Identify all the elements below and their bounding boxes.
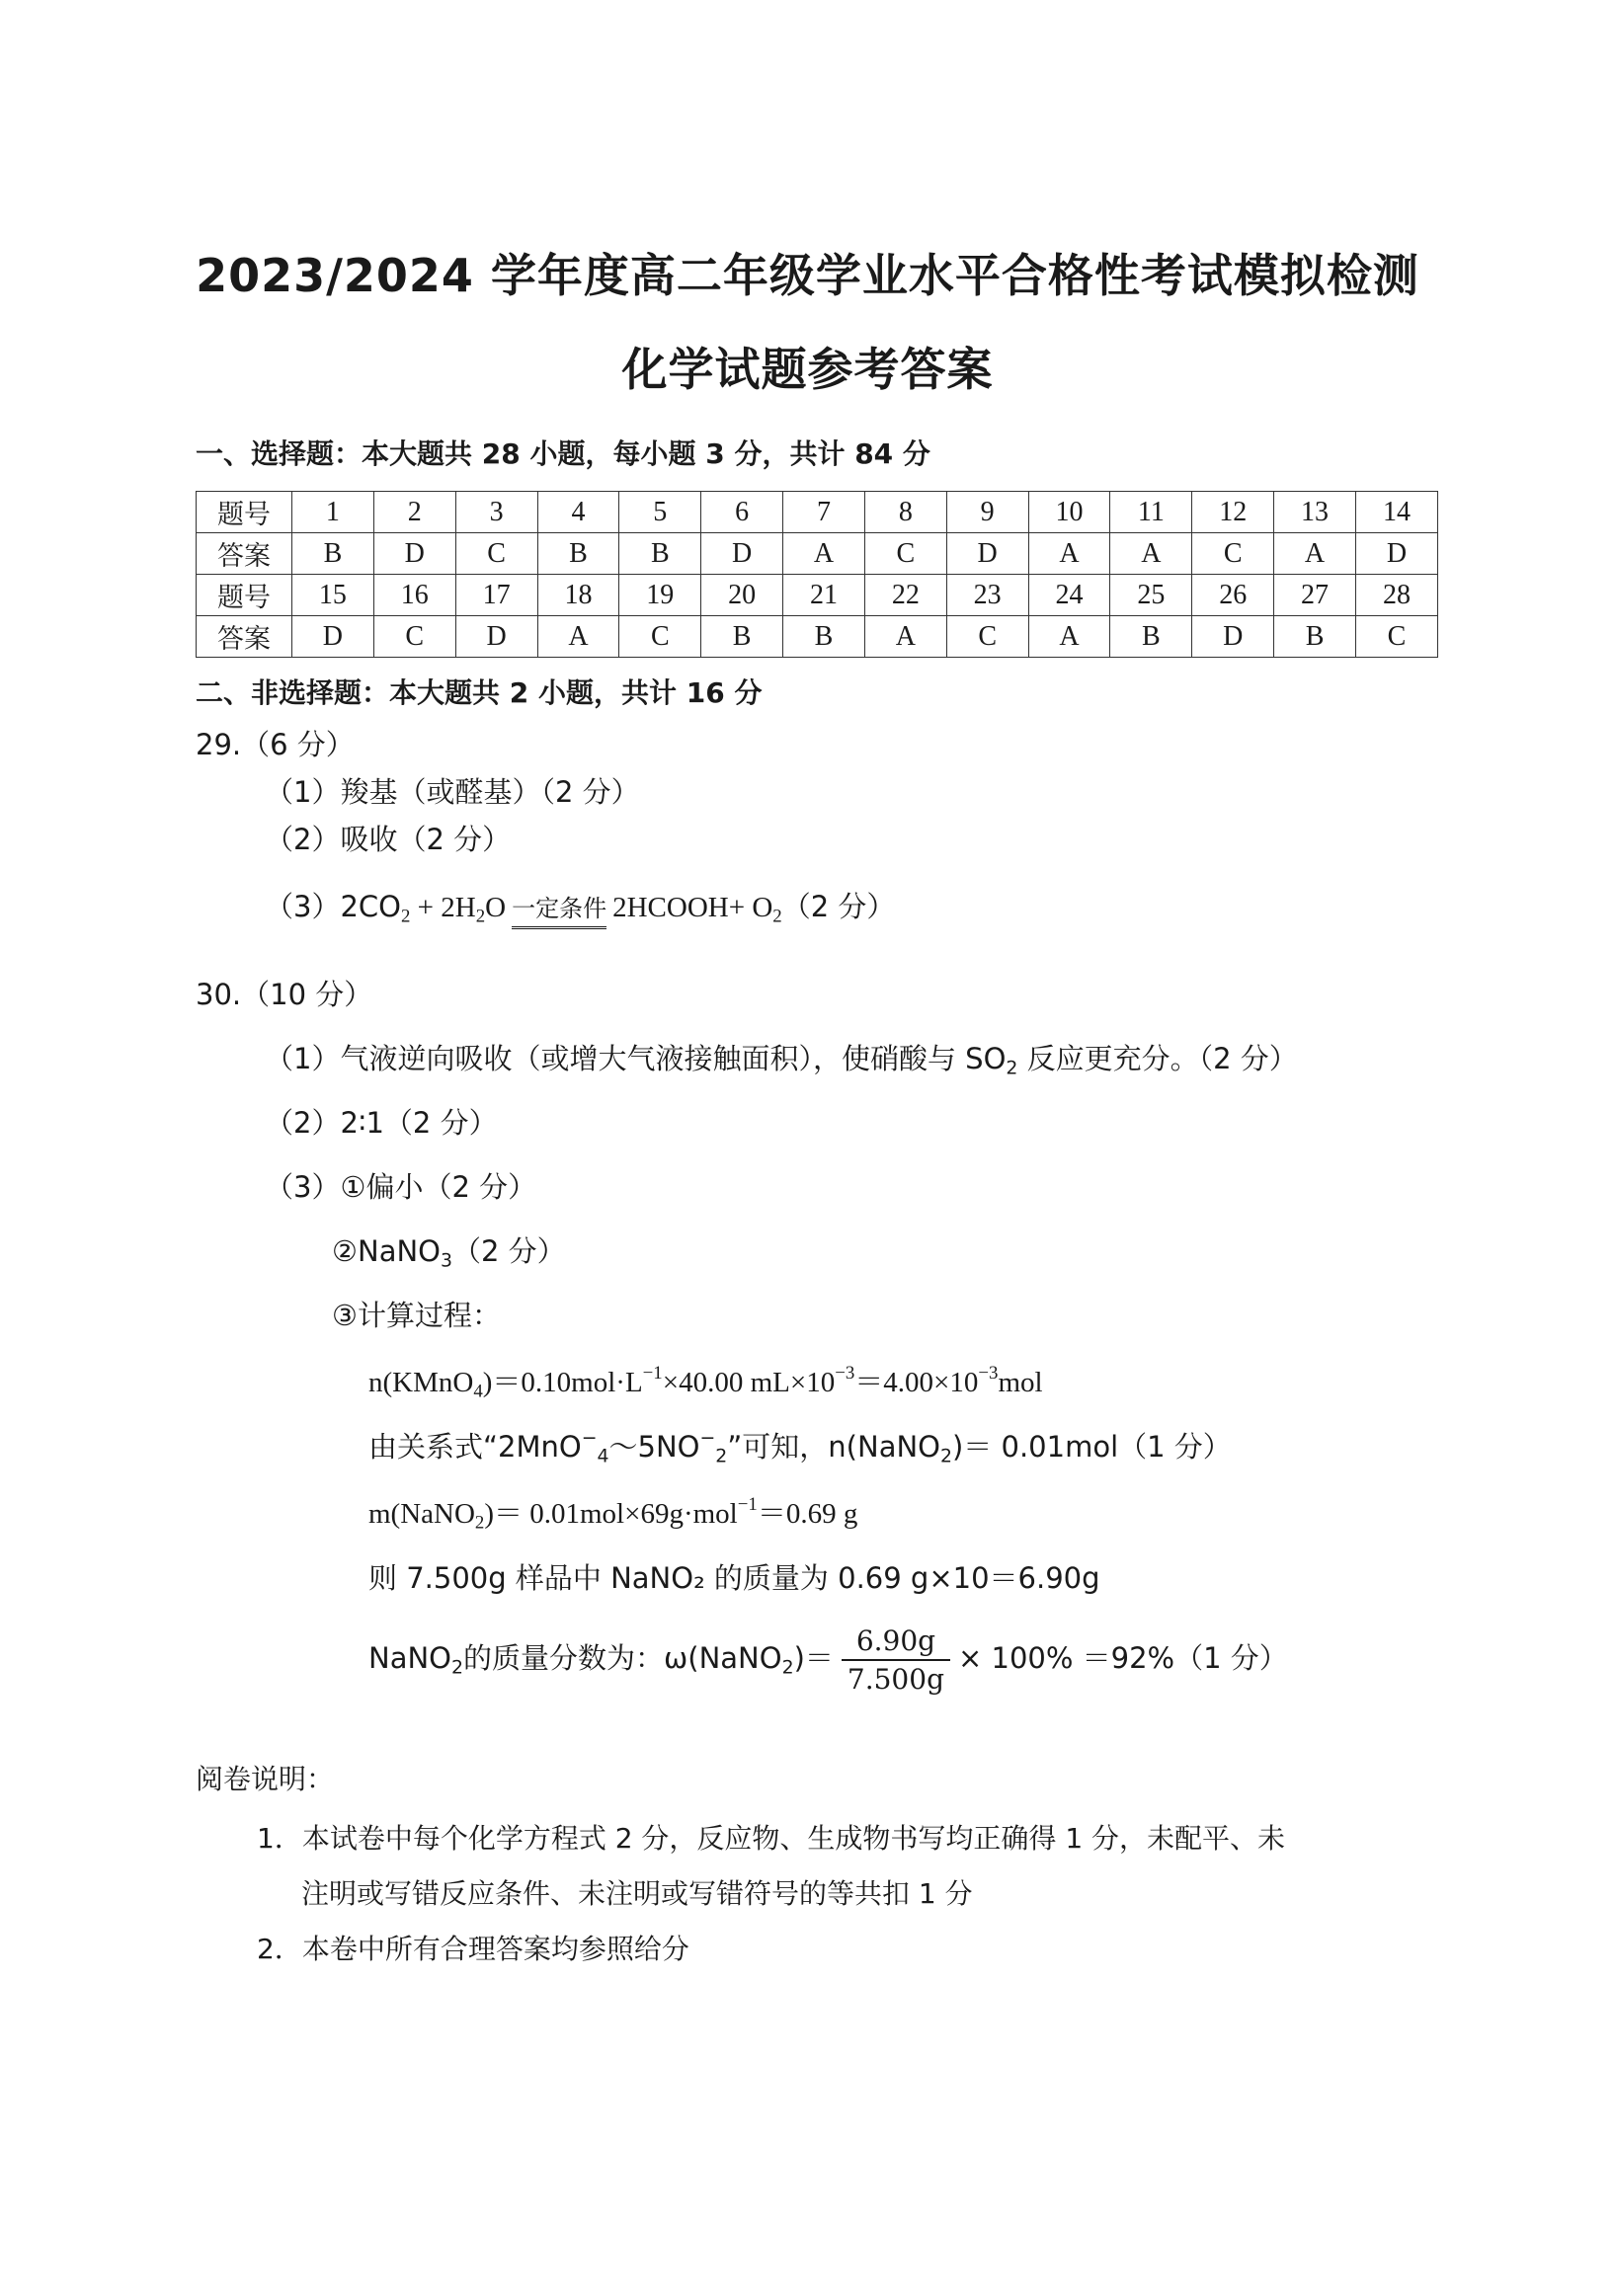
calc-line-4: 则 7.500g 样品中 NaNO₂ 的质量为 0.69 g×10＝6.90g: [368, 1561, 1100, 1595]
table-row-numbers-1: [197, 492, 1438, 533]
grading-note-1-cont: 注明或写错反应条件、未注明或写错符号的等共扣 1 分: [301, 1877, 973, 1910]
answer-cell: C: [946, 616, 1028, 658]
answer-cell: B: [701, 616, 783, 658]
answer-cell: A: [537, 616, 619, 658]
label-answer: 答案: [197, 616, 292, 658]
label-question-number: 题号: [197, 492, 292, 533]
answer-cell: D: [455, 616, 537, 658]
answer-cell: A: [1028, 533, 1110, 575]
eq-rhs: 2HCOOH+ O: [612, 892, 773, 923]
answer-cell: B: [1274, 616, 1356, 658]
question-number: 12: [1192, 492, 1274, 533]
answer-cell: C: [619, 616, 701, 658]
answer-cell: C: [864, 533, 946, 575]
question-number: 15: [292, 575, 374, 616]
answer-cell: D: [1192, 616, 1274, 658]
eq-lhs-1: （3）2CO: [265, 890, 401, 923]
document-title: 2023/2024 学年度高二年级学业水平合格性考试模拟检测: [196, 249, 1419, 302]
grading-note-1: 1．本试卷中每个化学方程式 2 分，反应物、生成物书写均正确得 1 分，未配平、未: [257, 1822, 1286, 1855]
calc-line-3: m(NaNO$_2$)＝ 0.01mol×69g·mol$^{-1}$＝0.69 g: [368, 1493, 858, 1534]
question-number: 22: [864, 575, 946, 616]
document-subtitle: 化学试题参考答案: [621, 343, 994, 396]
answer-cell: B: [1110, 616, 1192, 658]
answer-cell: B: [783, 616, 865, 658]
answer-table: [196, 491, 1438, 658]
table-row-answers-2: [197, 616, 1438, 658]
answer-cell: B: [619, 533, 701, 575]
question-number: 9: [946, 492, 1028, 533]
question-number: 5: [619, 492, 701, 533]
q29-label: 29.（6 分）: [196, 728, 355, 761]
q29-answer-3-equation: $(3)2CO_2 + 2H_2O$ 一定条件 2HCOOH+ $O_2(2$ 分）: [265, 885, 895, 929]
answer-cell: B: [292, 533, 374, 575]
answer-cell: D: [373, 533, 455, 575]
answer-cell: A: [1028, 616, 1110, 658]
q30-label: 30.（10 分）: [196, 978, 373, 1011]
answer-cell: A: [1110, 533, 1192, 575]
q30-answer-2: （2）2∶1（2 分）: [265, 1106, 498, 1140]
answer-cell: C: [1192, 533, 1274, 575]
question-number: 11: [1110, 492, 1192, 533]
q30-answer-3-3: ③计算过程：: [332, 1299, 501, 1332]
question-number: 14: [1355, 492, 1437, 533]
question-number: 3: [455, 492, 537, 533]
question-number: 25: [1110, 575, 1192, 616]
mass-fraction: [842, 1624, 950, 1696]
question-number: 23: [946, 575, 1028, 616]
question-number: 28: [1355, 575, 1437, 616]
question-number: 26: [1192, 575, 1274, 616]
fraction-denominator: 7.500g: [847, 1663, 944, 1696]
calc-line-5: NaNO$_2$的质量分数为：ω(NaNO$_2$)＝ $\frac{6.90g}{7.500g}$ × 100% ＝92%（1 分）: [368, 1624, 1288, 1696]
table-row-answers-1: [197, 533, 1438, 575]
answer-cell: A: [864, 616, 946, 658]
grading-note-2: 2．本卷中所有合理答案均参照给分: [257, 1933, 689, 1965]
question-number: 18: [537, 575, 619, 616]
reaction-condition: 一定条件: [512, 897, 606, 929]
question-number: 19: [619, 575, 701, 616]
answer-cell: D: [701, 533, 783, 575]
fraction-numerator: 6.90g: [842, 1624, 950, 1661]
answer-cell: C: [1355, 616, 1437, 658]
section2-heading: 二、非选择题：本大题共 2 小题，共计 16 分: [196, 676, 763, 709]
q30-answer-3-1: （3）①偏小（2 分）: [265, 1170, 537, 1204]
question-number: 6: [701, 492, 783, 533]
label-question-number: 题号: [197, 575, 292, 616]
question-number: 20: [701, 575, 783, 616]
question-number: 7: [783, 492, 865, 533]
q30-answer-1: （1）气液逆向吸收（或增大气液接触面积），使硝酸与 $SO_2$ 反应更充分。（2 分）: [265, 1042, 1298, 1079]
question-number: 4: [537, 492, 619, 533]
q30-answer-3-2: ②NaNO$_3$（2 分）: [332, 1234, 566, 1272]
question-number: 21: [783, 575, 865, 616]
answer-cell: C: [455, 533, 537, 575]
section1-heading: 一、选择题：本大题共 28 小题，每小题 3 分，共计 84 分: [196, 437, 930, 470]
question-number: 10: [1028, 492, 1110, 533]
table-row-numbers-2: [197, 575, 1438, 616]
label-answer: 答案: [197, 533, 292, 575]
question-number: 17: [455, 575, 537, 616]
answer-cell: D: [1355, 533, 1437, 575]
answer-cell: B: [537, 533, 619, 575]
question-number: 13: [1274, 492, 1356, 533]
q29-answer-2: （2）吸收（2 分）: [265, 823, 512, 856]
answer-cell: C: [373, 616, 455, 658]
answer-cell: D: [946, 533, 1028, 575]
question-number: 1: [292, 492, 374, 533]
question-number: 24: [1028, 575, 1110, 616]
question-number: 16: [373, 575, 455, 616]
grading-notes-heading: 阅卷说明：: [196, 1763, 335, 1795]
answer-cell: A: [783, 533, 865, 575]
calc-line-2: 由关系式“$2MnO^-_4\sim 5NO^-_2$”可知，n(NaNO$_2$)＝ 0.01mol（1 分）: [368, 1427, 1232, 1467]
question-number: 8: [864, 492, 946, 533]
question-number: 27: [1274, 575, 1356, 616]
answer-cell: A: [1274, 533, 1356, 575]
question-number: 2: [373, 492, 455, 533]
calc-line-1: $n(KMnO_4)=0.10mol\cdot L^{-1}\times 40.00$ $mL\times 10^{-3}=4.00\times 10^{-3}mol$: [368, 1362, 1043, 1402]
q29-answer-1: （1）羧基（或醛基）（2 分）: [265, 775, 640, 809]
answer-cell: D: [292, 616, 374, 658]
